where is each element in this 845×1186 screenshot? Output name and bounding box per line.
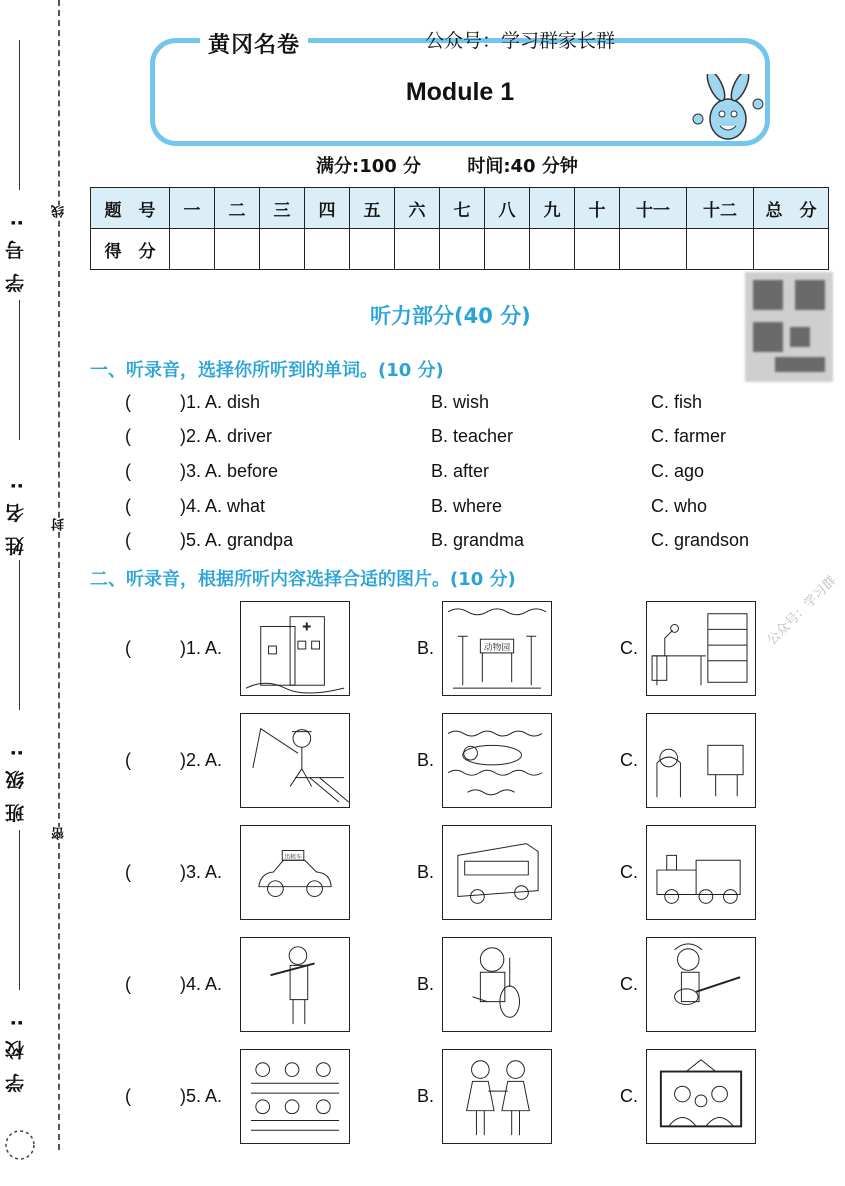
option-c-label: C. xyxy=(620,974,638,994)
answer-bracket[interactable]: ( xyxy=(125,392,131,412)
diagonal-watermark: 公众号：学习群 xyxy=(764,573,840,649)
option-b: B. after xyxy=(431,461,490,481)
picture-cello[interactable] xyxy=(442,937,552,1032)
binding-mark-seal: 封 xyxy=(52,518,67,531)
score-input-cell[interactable] xyxy=(350,229,395,270)
answer-bracket[interactable]: ( xyxy=(125,530,131,550)
binding-mark-line: 线 xyxy=(52,205,67,218)
score-input-cell[interactable] xyxy=(260,229,305,270)
option-c-label: C. xyxy=(620,750,638,770)
score-header-cell: 总 分 xyxy=(754,188,829,229)
brand-logo: 黄冈名卷 xyxy=(200,28,308,59)
score-header-cell: 八 xyxy=(485,188,530,229)
page-title: Module 1 xyxy=(405,78,515,106)
score-header-cell: 七 xyxy=(440,188,485,229)
option-a: )2. A. driver xyxy=(180,426,273,446)
answer-bracket[interactable]: ( xyxy=(125,638,131,658)
score-header-cell: 五 xyxy=(350,188,395,229)
picture-study-room[interactable] xyxy=(646,601,756,696)
score-input-cell[interactable] xyxy=(440,229,485,270)
picture-zoo[interactable] xyxy=(442,601,552,696)
option-b: B. grandma xyxy=(431,530,525,550)
option-b: B. where xyxy=(431,496,503,516)
option-c: C. who xyxy=(651,496,708,516)
answer-bracket[interactable]: ( xyxy=(125,862,131,882)
picture-watching-tv[interactable] xyxy=(646,713,756,808)
binding-margin xyxy=(0,0,80,1186)
score-input-cell[interactable] xyxy=(170,229,215,270)
watermark-top: 公众号：学习群家长群 xyxy=(425,30,616,52)
answer-bracket[interactable]: ( xyxy=(125,750,131,770)
part1-heading: 一、听录音，选择你所听到的单词。(10 分) xyxy=(90,360,444,381)
option-b-label: B. xyxy=(417,974,435,994)
score-header-cell: 九 xyxy=(530,188,575,229)
zoo-sign-text: 动物园 xyxy=(483,642,511,653)
score-header-cell: 六 xyxy=(395,188,440,229)
option-b-label: B. xyxy=(417,638,435,658)
score-input-cell[interactable] xyxy=(395,229,440,270)
option-a: )1. A. dish xyxy=(180,392,261,412)
option-a-label: )4. A. xyxy=(180,974,223,994)
picture-flute[interactable] xyxy=(240,937,350,1032)
score-input-cell[interactable] xyxy=(754,229,829,270)
option-a-label: )2. A. xyxy=(180,750,223,770)
time-limit: 时间:40 分钟 xyxy=(467,156,578,177)
option-c-label: C. xyxy=(620,1086,638,1106)
class-label: 班级: xyxy=(5,735,27,823)
option-c: C. ago xyxy=(651,461,705,481)
scissors-icon xyxy=(0,1120,50,1170)
score-table xyxy=(90,187,829,270)
score-input-cell[interactable] xyxy=(530,229,575,270)
score-input-cell[interactable] xyxy=(687,229,754,270)
picture-family-photo[interactable] xyxy=(646,1049,756,1144)
option-b-label: B. xyxy=(417,1086,435,1106)
option-c: C. farmer xyxy=(651,426,727,446)
option-c-label: C. xyxy=(620,862,638,882)
listening-section-title: 听力部分(40 分) xyxy=(370,304,531,328)
option-c: C. fish xyxy=(651,392,703,412)
score-header-cell: 十 xyxy=(575,188,620,229)
score-input-cell[interactable] xyxy=(620,229,687,270)
picture-hospital[interactable] xyxy=(240,601,350,696)
full-score: 满分:100 分 xyxy=(316,156,422,177)
score-input-cell[interactable] xyxy=(215,229,260,270)
score-header-cell: 四 xyxy=(305,188,350,229)
class-blank xyxy=(19,560,20,710)
picture-guitar[interactable] xyxy=(646,937,756,1032)
option-b: B. wish xyxy=(431,392,490,412)
score-row-label: 得 分 xyxy=(91,229,170,270)
score-header-cell: 十一 xyxy=(620,188,687,229)
student-no-label: 学号: xyxy=(5,205,27,293)
score-input-cell[interactable] xyxy=(485,229,530,270)
option-a-label: )3. A. xyxy=(180,862,223,882)
option-a: )5. A. grandpa xyxy=(180,530,294,550)
score-input-cell[interactable] xyxy=(575,229,620,270)
rabbit-mascot-icon xyxy=(688,74,768,144)
picture-classroom[interactable] xyxy=(240,1049,350,1144)
option-a-label: )1. A. xyxy=(180,638,223,658)
qr-code-blurred xyxy=(745,272,833,382)
score-header-cell: 二 xyxy=(215,188,260,229)
score-input-cell[interactable] xyxy=(305,229,350,270)
student-no-blank xyxy=(19,40,20,190)
score-header-cell: 十二 xyxy=(687,188,754,229)
answer-bracket[interactable]: ( xyxy=(125,974,131,994)
score-header-cell: 三 xyxy=(260,188,305,229)
option-a: )4. A. what xyxy=(180,496,266,516)
name-label: 姓名: xyxy=(5,468,27,556)
score-header-cell: 题 号 xyxy=(91,188,170,229)
answer-bracket[interactable]: ( xyxy=(125,461,131,481)
picture-bus[interactable] xyxy=(442,825,552,920)
picture-two-girls[interactable] xyxy=(442,1049,552,1144)
exam-meta xyxy=(316,152,618,178)
option-b-label: B. xyxy=(417,862,435,882)
option-c: C. grandson xyxy=(651,530,750,550)
school-label: 学校: xyxy=(5,1005,27,1093)
answer-bracket[interactable]: ( xyxy=(125,496,131,516)
answer-bracket[interactable]: ( xyxy=(125,1086,131,1106)
option-a: )3. A. before xyxy=(180,461,279,481)
option-c-label: C. xyxy=(620,638,638,658)
binding-mark-secret: 密 xyxy=(52,827,67,840)
answer-bracket[interactable]: ( xyxy=(125,426,131,446)
option-a-label: )5. A. xyxy=(180,1086,223,1106)
score-header-cell: 一 xyxy=(170,188,215,229)
taxi-sign-text: 出租车 xyxy=(284,854,302,861)
picture-train[interactable] xyxy=(646,825,756,920)
school-blank xyxy=(19,830,20,990)
picture-fishing[interactable] xyxy=(240,713,350,808)
picture-taxi[interactable] xyxy=(240,825,350,920)
name-blank xyxy=(19,300,20,440)
part2-heading: 二、听录音，根据所听内容选择合适的图片。(10 分) xyxy=(90,569,516,590)
option-b-label: B. xyxy=(417,750,435,770)
binding-dashed-line xyxy=(58,0,60,1150)
option-b: B. teacher xyxy=(431,426,514,446)
picture-swimming[interactable] xyxy=(442,713,552,808)
